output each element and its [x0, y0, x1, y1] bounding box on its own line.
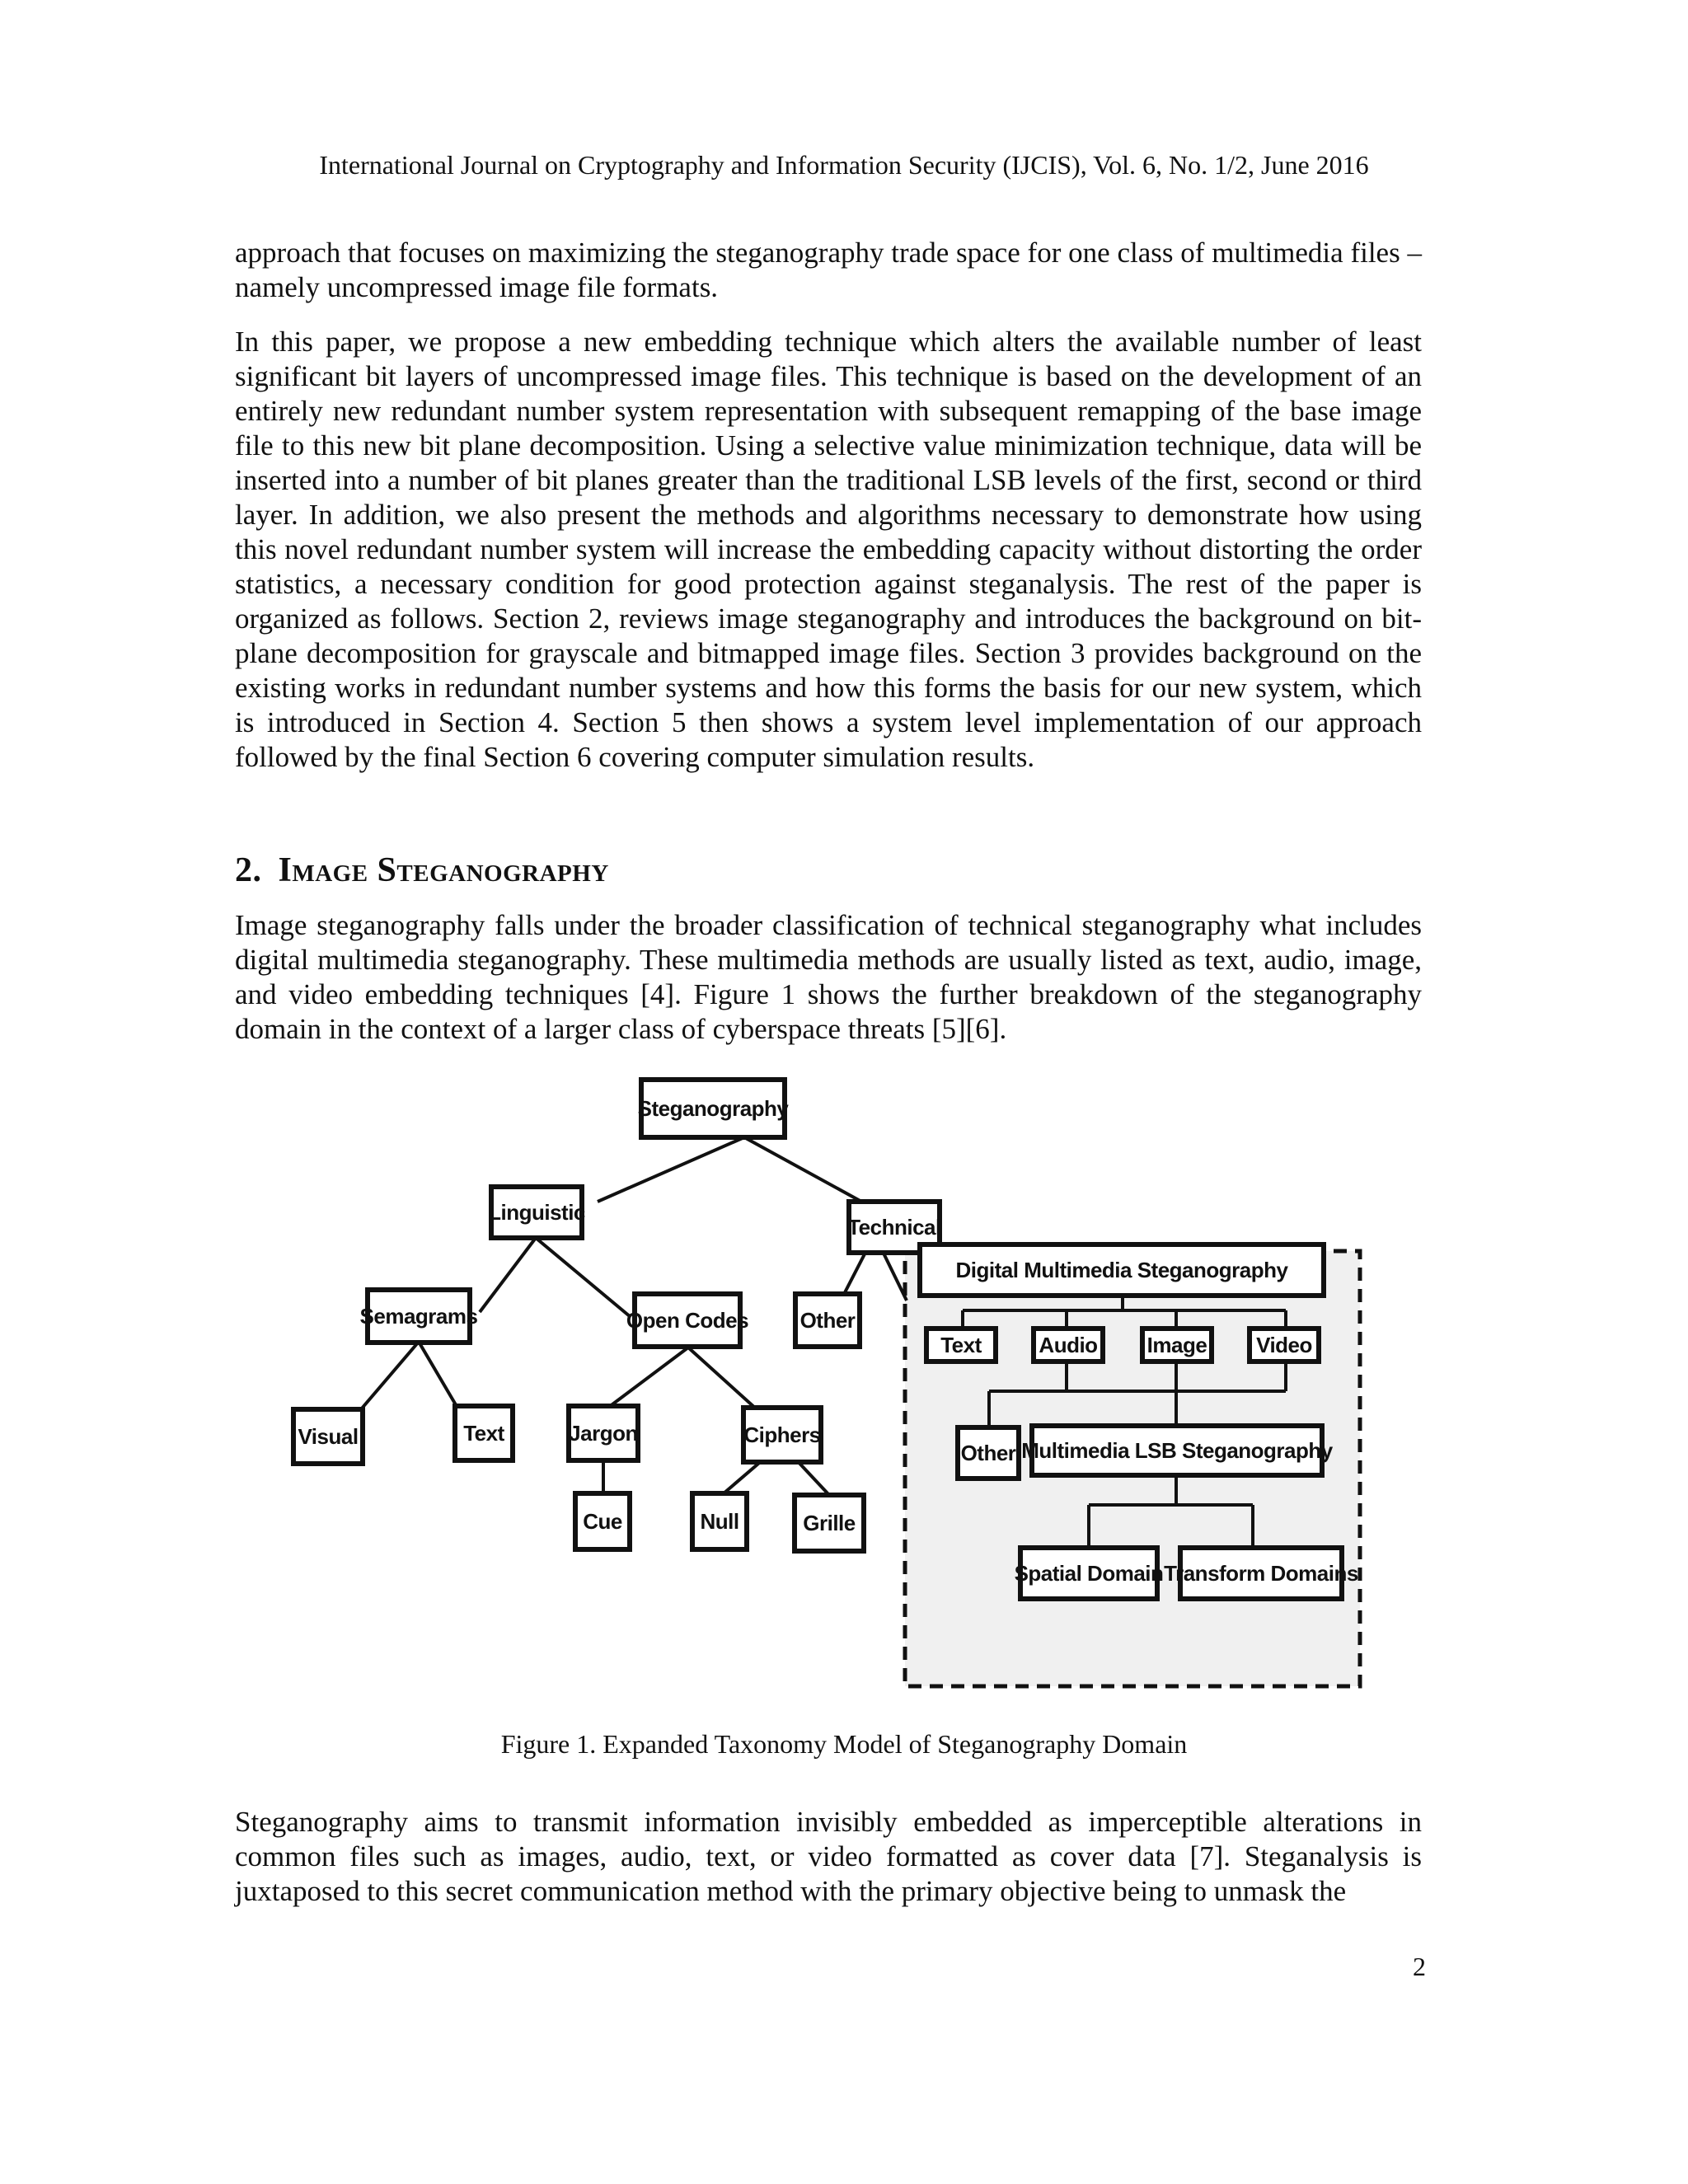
- node-label: Transform Domains: [1164, 1561, 1358, 1586]
- node-visual: [293, 1409, 363, 1464]
- node-label: Text: [463, 1421, 504, 1446]
- node-multimedia-lsb: [1021, 1426, 1334, 1475]
- paragraph-continuation: [235, 236, 1422, 305]
- node-label: Cue: [583, 1509, 622, 1534]
- edge: [419, 1342, 457, 1408]
- edge: [606, 1347, 688, 1409]
- node-other-technical: [795, 1294, 860, 1347]
- node-label: Visual: [298, 1424, 359, 1449]
- page-number: 2: [1413, 1952, 1426, 1981]
- node-label: Other: [799, 1308, 856, 1333]
- section-number: 2.: [235, 851, 262, 889]
- node-label: Multimedia LSB Steganography: [1021, 1438, 1333, 1463]
- paragraph-text: Image steganography falls under the broader classification of technical steganography what includes digital multimedia steganography. These multimedia methods are usually listed as text, audio, image, and video embedding techniques [4]. Figure 1 shows the further breakdown of the steganography domain in the context of a larger class of cyberspace threats [5][6].: [235, 909, 1422, 1045]
- running-header: International Journal on Cryptography and Information Security (IJCIS), Vol. 6, No. 1/2, June 2016: [319, 150, 1369, 180]
- node-label: Video: [1256, 1333, 1312, 1357]
- node-spatial-domain: [1015, 1548, 1164, 1599]
- edge: [688, 1347, 757, 1409]
- node-audio: [1034, 1329, 1103, 1361]
- section-title: Image Steganography: [278, 851, 609, 889]
- node-label: Steganography: [637, 1096, 789, 1121]
- node-jargon: [569, 1406, 638, 1460]
- edge: [480, 1238, 536, 1312]
- paragraph-text: In this paper, we propose a new embedding technique which alters the available number of least significant bit layers of uncompressed image files. This technique is based on the development of an entirely new redundant number system representation with subsequent remapping of the base image file to this new bit plane decomposition. Using a selective value minimization technique, data will be inserted into a number of bit planes greater than the traditional LSB levels of the first, second or third layer. In addition, we also present the methods and algorithms necessary to demonstrate how using this novel redundant number system will increase the embedding capacity without distorting the order statistics, a necessary condition for good protection against steganalysis. The rest of the paper is organized as follows. Section 2, reviews image steganography and introduces the background on bit-plane decomposition for grayscale and bitmapped image files. Section 3 provides background on the existing works in redundant number systems and how this forms the basis for our new system, which is introduced in Section 4. Section 5 then shows a system level implementation of our approach followed by the final Section 6 covering computer simulation results.: [235, 326, 1422, 773]
- edge: [598, 1137, 744, 1202]
- figure-caption: Figure 1. Expanded Taxonomy Model of Steganography Domain: [500, 1729, 1188, 1759]
- node-video: [1250, 1329, 1319, 1361]
- node-label: Text: [940, 1333, 982, 1357]
- paragraph-introduction: [235, 325, 1422, 775]
- node-label: Spatial Domain: [1014, 1561, 1164, 1586]
- node-digital-multimedia: [920, 1244, 1324, 1296]
- node-image: [1142, 1329, 1212, 1361]
- node-linguistic: [488, 1187, 585, 1238]
- node-grille: [795, 1495, 864, 1551]
- taxonomy-diagram: [280, 1071, 1385, 1698]
- node-null: [692, 1493, 747, 1549]
- node-steganography: [638, 1080, 790, 1137]
- node-label: Other: [960, 1441, 1016, 1465]
- node-label: Digital Multimedia Steganography: [955, 1258, 1288, 1282]
- paragraph-text: approach that focuses on maximizing the steganography trade space for one class of multimedia files – namely uncompressed image file formats.: [235, 237, 1422, 303]
- paragraph-image-steganography: [235, 908, 1422, 1047]
- node-label: Image: [1146, 1333, 1207, 1357]
- node-label: Jargon: [569, 1421, 638, 1446]
- edge: [536, 1238, 631, 1317]
- node-text-media: [926, 1329, 996, 1361]
- node-semagrams: [360, 1290, 478, 1343]
- node-transform-domains: [1164, 1548, 1358, 1599]
- node-label: Audio: [1039, 1333, 1098, 1357]
- node-label: Linguistic: [488, 1200, 585, 1225]
- node-label: Semagrams: [359, 1304, 478, 1329]
- node-ciphers: [743, 1408, 821, 1462]
- section-heading: [235, 849, 609, 892]
- node-label: Open Codes: [626, 1308, 749, 1333]
- taxonomy-figure: [280, 1071, 1385, 1698]
- node-text-semagram: [455, 1406, 513, 1460]
- node-cue: [575, 1493, 630, 1549]
- edge: [361, 1342, 419, 1409]
- node-label: Grille: [803, 1511, 856, 1535]
- node-other-media: [958, 1427, 1019, 1479]
- edge: [744, 1137, 872, 1207]
- node-label: Ciphers: [743, 1422, 821, 1447]
- node-open-codes: [626, 1294, 748, 1347]
- paragraph-steganalysis: [235, 1805, 1422, 1909]
- node-label: Technical: [847, 1215, 941, 1240]
- paragraph-text: Steganography aims to transmit information invisibly embedded as imperceptible alterations in common files such as images, audio, text, or video formatted as cover data [7]. Steganalysis is juxtaposed to this secret communication method with the primary objective being to unmask the: [235, 1806, 1422, 1907]
- node-label: Null: [700, 1509, 739, 1534]
